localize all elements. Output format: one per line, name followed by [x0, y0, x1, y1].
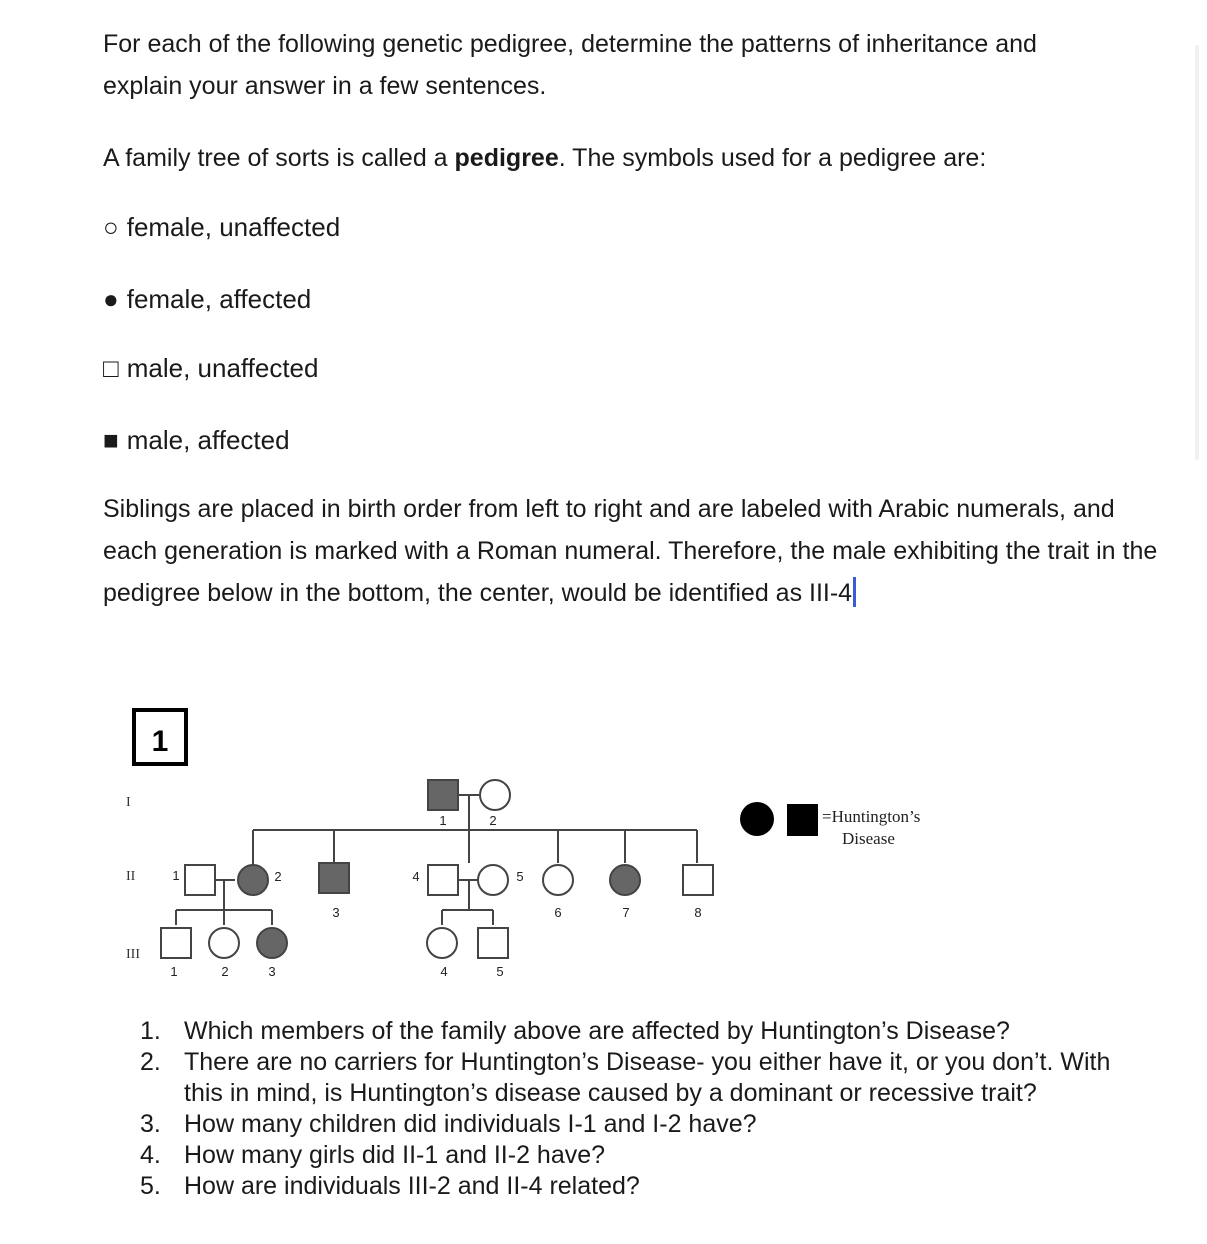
question-text: How are individuals III-2 and II-4 related?	[184, 1172, 640, 1200]
pedigree-lines	[176, 795, 697, 925]
symbols-intro-before: A family tree of sorts is called a	[103, 144, 455, 172]
legend-label: male, affected	[126, 425, 290, 455]
ii5-female-unaffected	[478, 865, 508, 895]
symbols-intro	[103, 137, 986, 179]
label-ii8: 8	[694, 905, 702, 920]
legend-affected-male-icon	[787, 804, 818, 836]
legend-huntingtons-line2: Disease	[842, 829, 895, 848]
iii1-male-unaffected	[161, 928, 191, 958]
label-i1: 1	[439, 813, 447, 828]
symbols-intro-after: . The symbols used for a pedigree are:	[558, 144, 987, 172]
iii4-female-unaffected	[427, 928, 457, 958]
pedigree-term: pedigree	[454, 144, 559, 172]
scrollbar[interactable]	[1195, 45, 1199, 460]
ii8-male-unaffected	[683, 865, 713, 895]
question-item	[140, 1109, 1150, 1140]
label-iii3: 3	[268, 964, 276, 979]
legend-item-male-affected	[103, 425, 290, 455]
ii6-female-unaffected	[543, 865, 573, 895]
generation-label-iii: III	[126, 947, 140, 962]
iii3-female-affected	[257, 928, 287, 958]
siblings-paragraph[interactable]	[103, 488, 1163, 614]
ii3-male-affected	[319, 863, 349, 893]
label-iii4: 4	[440, 964, 448, 979]
legend-label: female, affected	[126, 284, 312, 314]
siblings-text: Siblings are placed in birth order from left to right and are labeled with Arabic numerals, and each generation is marked with a Roman numeral. Therefore, the male exhibiting the trait in the pedigree below in the bottom, the center, would be identified as III-4	[103, 495, 1158, 607]
circle-outline-icon: ○	[103, 212, 119, 242]
generation-label-ii: II	[126, 869, 136, 884]
question-item	[140, 1047, 1150, 1109]
ii2-female-affected	[238, 865, 268, 895]
label-iii1: 1	[170, 964, 178, 979]
label-i2: 2	[489, 813, 497, 828]
intro-paragraph: For each of the following genetic pedigree, determine the patterns of inheritance and explain your answer in a few sentences.	[103, 30, 1037, 100]
question-number: 2.	[140, 1048, 161, 1076]
pedigree-figure	[100, 700, 960, 990]
question-number: 3.	[140, 1110, 161, 1138]
legend-item-female-unaffected	[103, 212, 340, 242]
legend-huntingtons-line1: =Huntington’s	[822, 807, 921, 826]
label-iii5: 5	[496, 964, 504, 979]
legend-label: male, unaffected	[126, 353, 319, 383]
square-filled-icon: ■	[103, 425, 119, 455]
question-text: Which members of the family above are affected by Huntington’s Disease?	[184, 1017, 1010, 1045]
label-ii7: 7	[622, 905, 630, 920]
question-item	[140, 1171, 1150, 1202]
circle-filled-icon: ●	[103, 284, 119, 314]
legend-item-male-unaffected	[103, 353, 318, 383]
legend-affected-female-icon	[740, 802, 774, 836]
ii7-female-affected	[610, 865, 640, 895]
iii5-male-unaffected	[478, 928, 508, 958]
text-cursor	[853, 577, 856, 607]
label-ii5: 5	[516, 869, 524, 884]
square-outline-icon: □	[103, 353, 119, 383]
label-ii4: 4	[412, 869, 420, 884]
label-ii6: 6	[554, 905, 562, 920]
iii2-female-unaffected	[209, 928, 239, 958]
label-ii1: 1	[172, 868, 180, 883]
figure-number: 1	[151, 725, 169, 758]
question-number: 5.	[140, 1172, 161, 1200]
legend-label: female, unaffected	[126, 212, 341, 242]
question-item	[140, 1016, 1150, 1047]
question-text: There are no carriers for Huntington’s Disease- you either have it, or you don’t. With this in mind, is Huntington’s disease caused by a dominant or recessive trait?	[184, 1048, 1111, 1107]
label-ii3: 3	[332, 905, 340, 920]
i2-female-unaffected	[480, 780, 510, 810]
question-number: 4.	[140, 1141, 161, 1169]
label-ii2: 2	[274, 869, 282, 884]
generation-label-i: I	[126, 795, 131, 810]
label-iii2: 2	[221, 964, 229, 979]
question-text: How many girls did II-1 and II-2 have?	[184, 1141, 606, 1169]
question-item	[140, 1140, 1150, 1171]
ii4-male-unaffected	[428, 865, 458, 895]
question-number: 1.	[140, 1017, 161, 1045]
question-text: How many children did individuals I-1 and I-2 have?	[184, 1110, 757, 1138]
ii1-male-unaffected	[185, 865, 215, 895]
question-list	[140, 1016, 1150, 1202]
i1-male-affected	[428, 780, 458, 810]
legend-item-female-affected	[103, 284, 311, 314]
